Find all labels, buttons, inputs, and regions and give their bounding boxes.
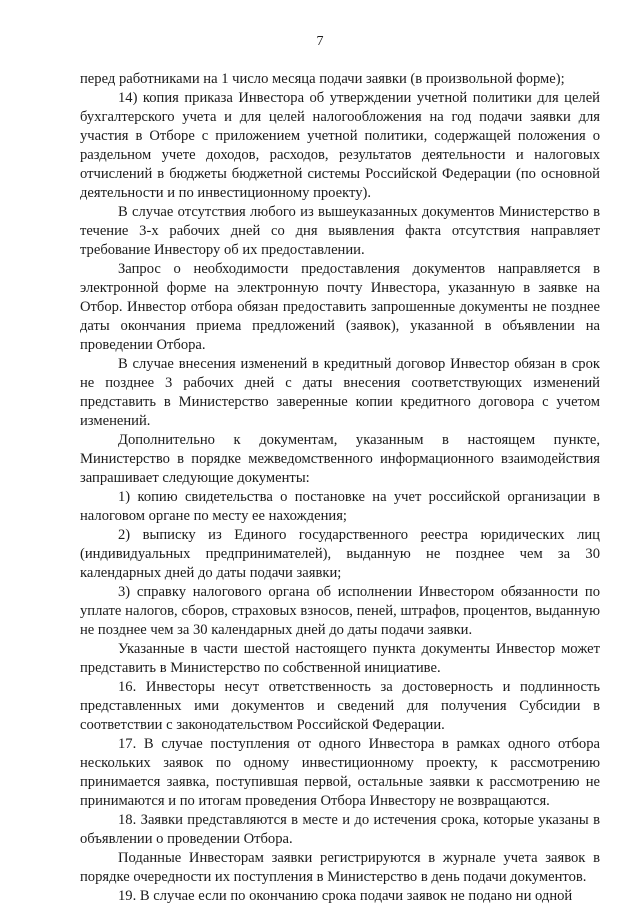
paragraph-item-17: 17. В случае поступления от одного Инвестора в рамках одного отбора нескольких заявок по одному инвестиционному проекту, к рассмотрению принимается заявка, поступившая первой, остальные заявки к рассмотрению не принимаются и по итогам проведения Отбора Инвестору не возвращаются. — [80, 736, 600, 809]
document-body — [80, 70, 600, 906]
paragraph-own-initiative: Указанные в части шестой настоящего пункта документы Инвестор может представить в Министерство по собственной инициативе. — [80, 641, 600, 676]
paragraph-registration: Поданные Инвесторам заявки регистрируются в журнале учета заявок в порядке очередности их поступления в Министерство в день подачи документов. — [80, 850, 600, 885]
list-item-2: 2) выписку из Единого государственного реестра юридических лиц (индивидуальных предпринимателей), выданную не позднее чем за 30 календарных дней до даты подачи заявки; — [80, 527, 600, 581]
paragraph-additional-documents: Дополнительно к документам, указанным в настоящем пункте, Министерство в порядке межведомственного информационного взаимодействия запрашивает следующие документы: — [80, 432, 600, 486]
paragraph-missing-documents: В случае отсутствия любого из вышеуказанных документов Министерство в течение 3-х рабочих дней со дня выявления факта отсутствия направляет требование Инвестору об их предоставлении. — [80, 204, 600, 258]
paragraph-credit-changes: В случае внесения изменений в кредитный договор Инвестор обязан в срок не позднее 3 рабочих дней с даты внесения соответствующих изменений представить в Министерство заверенные копии кредитного договора с учетом изменений. — [80, 356, 600, 429]
paragraph-item-19: 19. В случае если по окончанию срока подачи заявок не подано ни одной — [118, 888, 573, 904]
paragraph-item-14: 14) копия приказа Инвестора об утверждении учетной политики для целей бухгалтерского учета и для целей налогообложения на год подачи заявки для участия в Отборе с приложением учетной политики, содержащей положения о раздельном учете доходов, расходов, результатов деятельности и налоговых отчислений в бюджеты бюджетной системы Российской Федерации (по основной деятельности и по инвестиционному проекту). — [80, 90, 600, 201]
list-item-3: 3) справку налогового органа об исполнении Инвестором обязанности по уплате налогов, сборов, страховых взносов, пеней, штрафов, процентов, выданную не позднее чем за 30 календарных дней до даты подачи заявки. — [80, 584, 600, 638]
paragraph-item-16: 16. Инвесторы несут ответственность за достоверность и подлинность представленных ими документов и сведений для получения Субсидии в соответствии с законодательством Российской Федерации. — [80, 679, 600, 733]
paragraph-item-18: 18. Заявки представляются в месте и до истечения срока, которые указаны в объявлении о проведении Отбора. — [80, 812, 600, 847]
paragraph-continuation: перед работниками на 1 число месяца подачи заявки (в произвольной форме); — [80, 71, 565, 87]
page-number: 7 — [316, 34, 324, 49]
list-item-1: 1) копию свидетельства о постановке на учет российской организации в налоговом органе по месту ее нахождения; — [80, 489, 600, 524]
paragraph-request: Запрос о необходимости предоставления документов направляется в электронной форме на электронную почту Инвестора, указанную в заявке на Отбор. Инвестор отбора обязан предоставить запрошенные документы не позднее даты окончания приема предложений (заявок), указанной в объявлении на проведении Отбора. — [80, 261, 600, 353]
